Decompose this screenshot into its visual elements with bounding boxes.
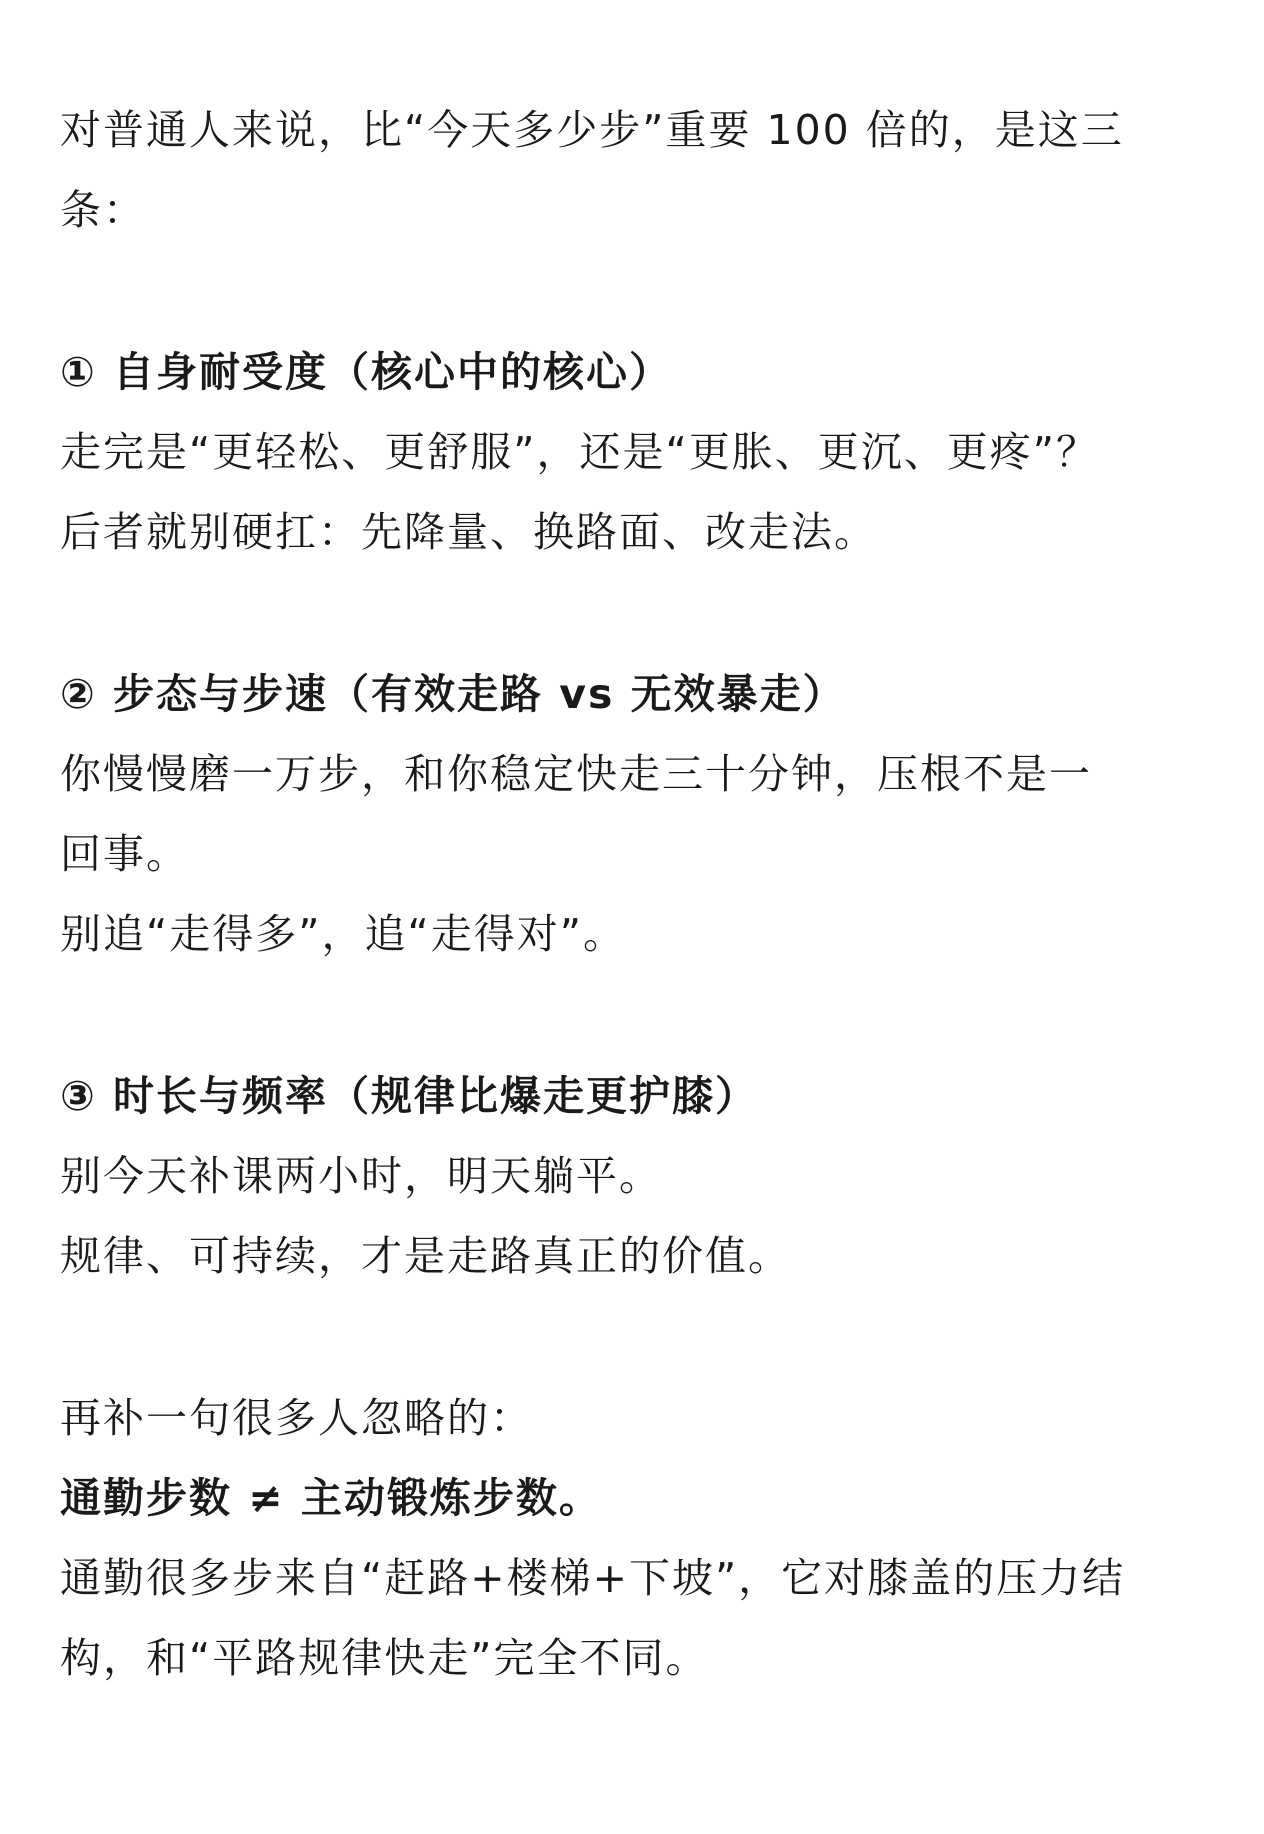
commute-lead: 再补一句很多人忽略的：: [60, 1394, 533, 1442]
spacer: [60, 250, 1210, 332]
section-frequency: [60, 1056, 1210, 1296]
section-commute: [60, 1378, 1210, 1698]
spacer: [60, 974, 1210, 1056]
section-text: 别今天补课两小时，明天躺平。: [60, 1152, 662, 1200]
spacer: [60, 1296, 1210, 1378]
section-text: 后者就别硬扛：先降量、换路面、改走法。: [60, 508, 877, 556]
section-text: 你慢慢磨一万步，和你稳定快走三十分钟，压根不是一: [60, 750, 1092, 798]
section-heading: ① 自身耐受度（核心中的核心）: [60, 348, 672, 396]
intro-line-1: 对普通人来说，比“今天多少步”重要 100 倍的，是这三: [60, 106, 1124, 154]
section-text: 别追“走得多”，追“走得对”。: [60, 910, 626, 958]
intro-line-2: 条：: [60, 186, 146, 234]
section-text: 规律、可持续，才是走路真正的价值。: [60, 1232, 791, 1280]
article-body: [60, 90, 1210, 1698]
section-heading: ② 步态与步速（有效走路 vs 无效暴走）: [60, 670, 846, 718]
section-gait: [60, 654, 1210, 974]
commute-text: 构，和“平路规律快走”完全不同。: [60, 1634, 709, 1682]
section-text: 回事。: [60, 830, 189, 878]
spacer: [60, 572, 1210, 654]
section-text: 走完是“更轻松、更舒服”，还是“更胀、更沉、更疼”？: [60, 428, 1099, 476]
commute-emphasis: 通勤步数 ≠ 主动锻炼步数。: [60, 1474, 602, 1522]
commute-text: 通勤很多步来自“赶路+楼梯+下坡”，它对膝盖的压力结: [60, 1554, 1126, 1602]
section-tolerance: [60, 332, 1210, 572]
section-heading: ③ 时长与频率（规律比爆走更护膝）: [60, 1072, 758, 1120]
